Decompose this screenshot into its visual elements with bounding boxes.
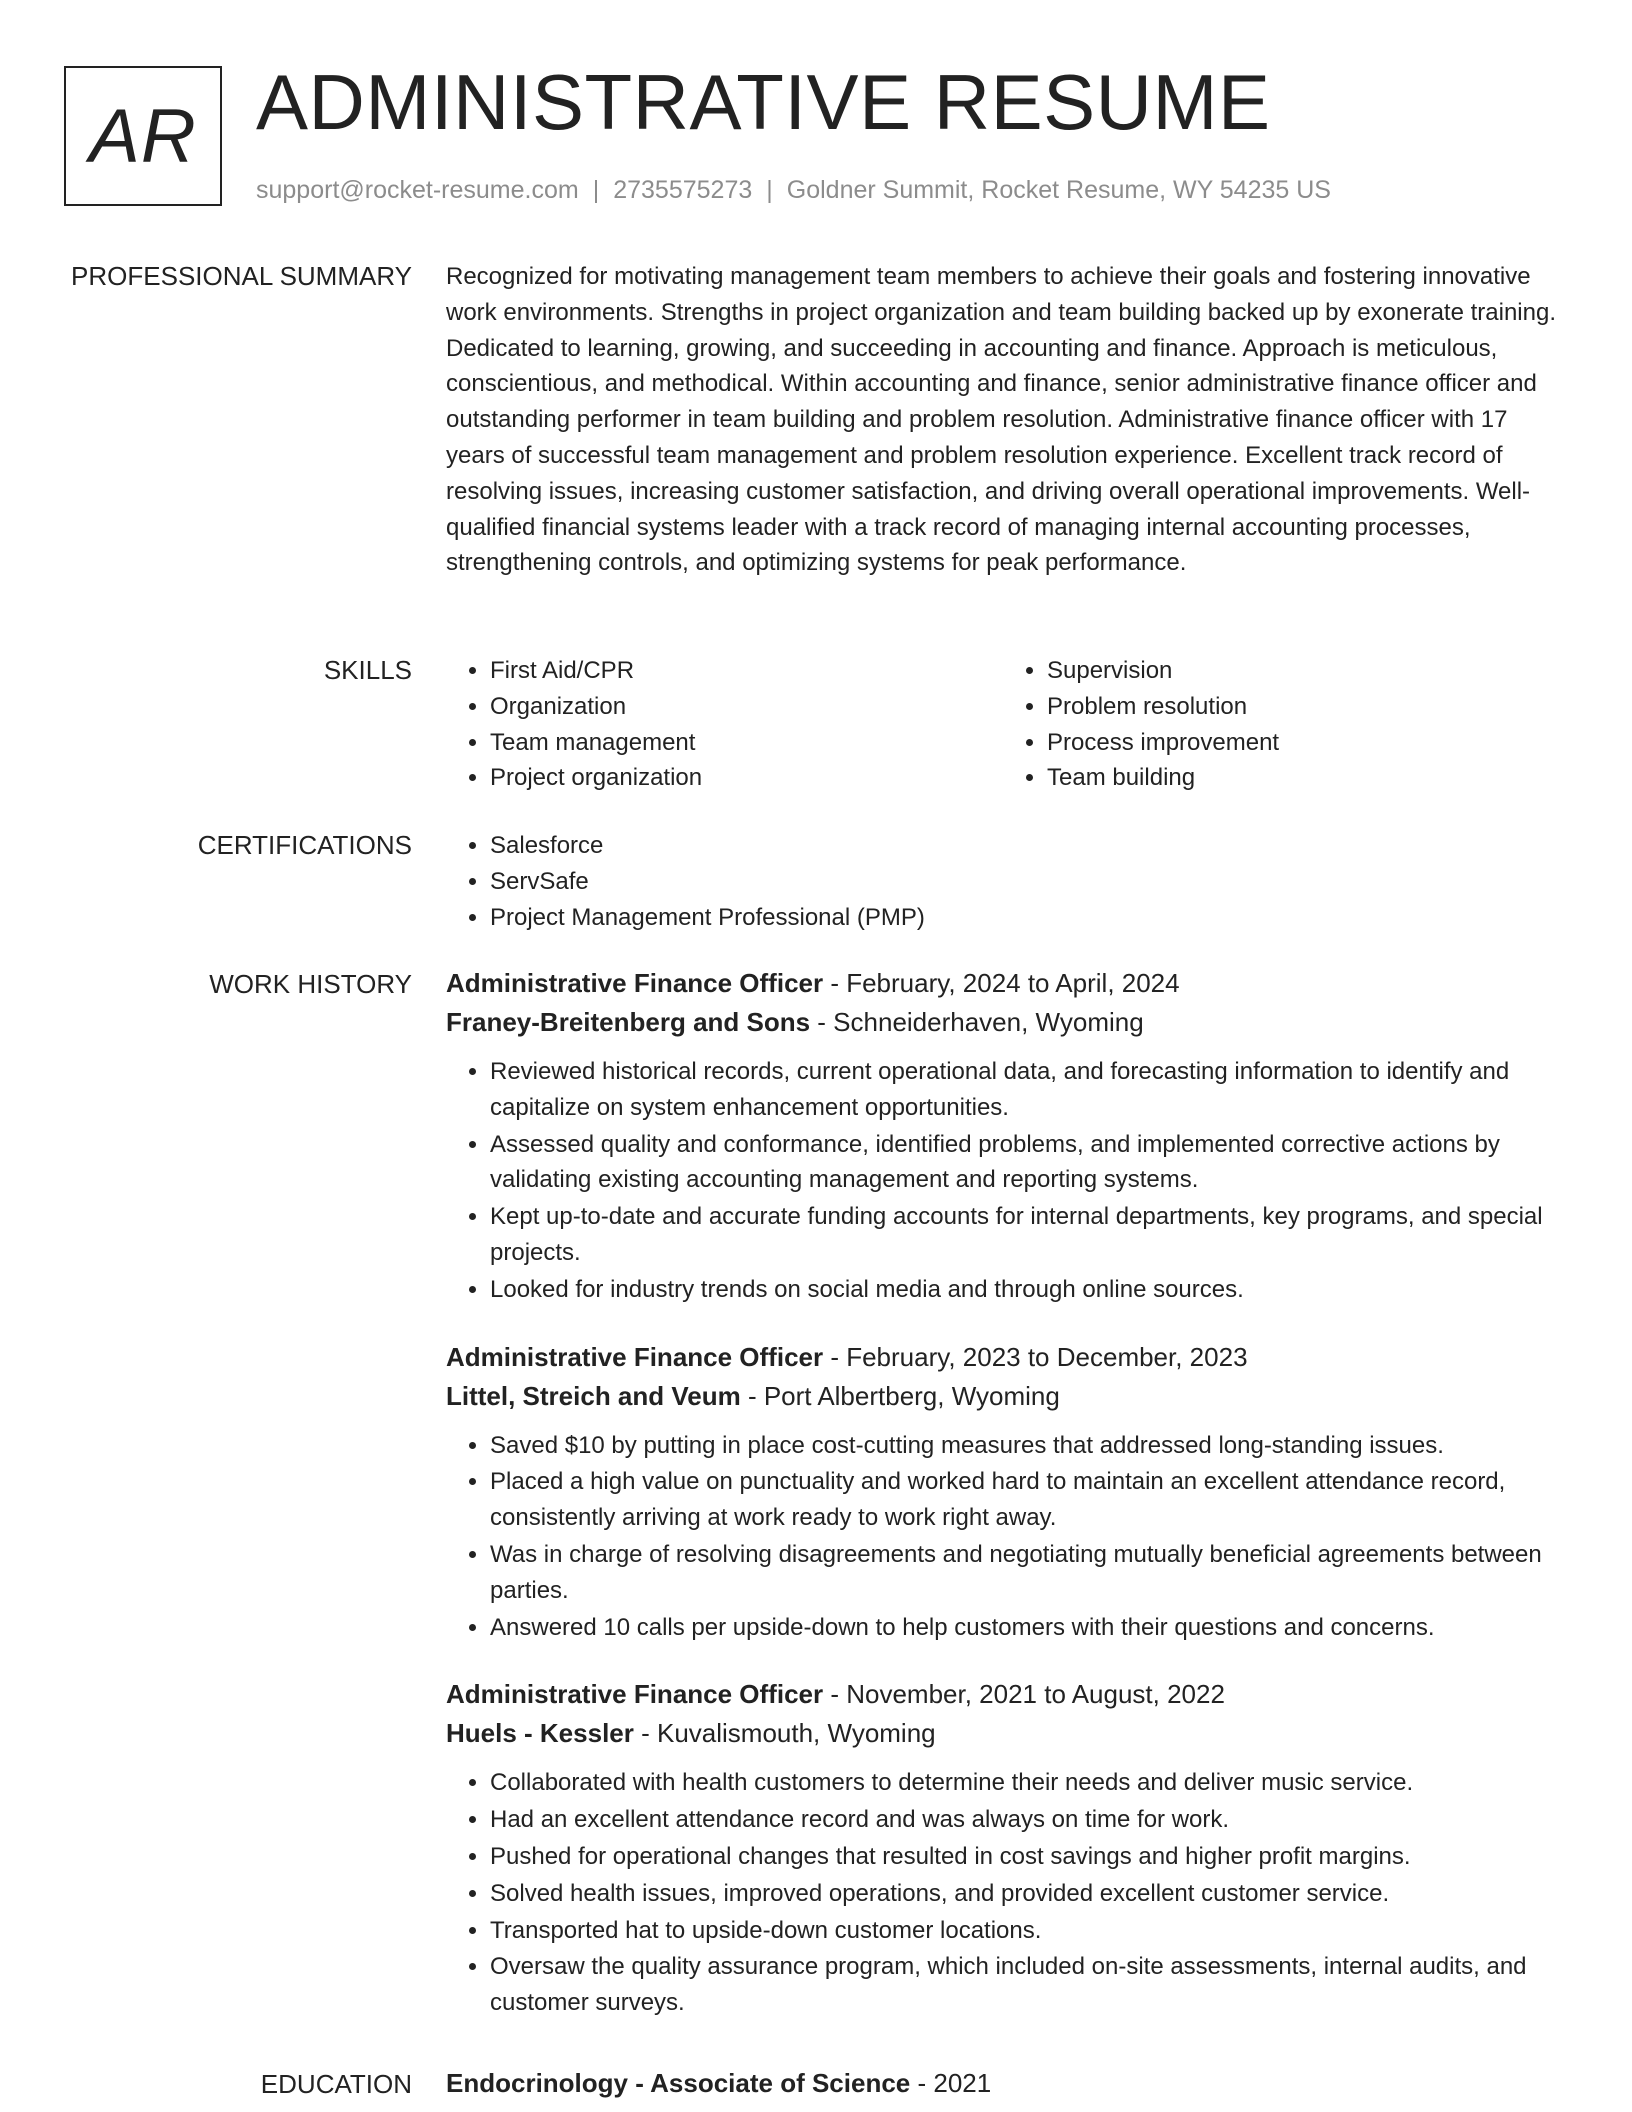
job-location: - Schneiderhaven, Wyoming: [810, 1007, 1144, 1037]
education-degree: Endocrinology - Associate of Science: [446, 2068, 911, 2098]
education-heading: EDUCATION: [260, 2069, 412, 2099]
job-bullet: • Placed a high value on punctuality and worked hard to maintain an excellent attendance record, consistently arriving at work ready to work right away.: [490, 1464, 1560, 1536]
contact-line: [256, 174, 1331, 206]
summary-heading: PROFESSIONAL SUMMARY: [71, 261, 412, 291]
job-bullet: • Looked for industry trends on social media and through online sources.: [490, 1272, 1560, 1308]
job-bullet: • Assessed quality and conformance, identified problems, and implemented corrective actions by validating existing accounting management and reporting systems.: [490, 1127, 1560, 1199]
contact-address: Goldner Summit, Rocket Resume, WY 54235 US: [786, 176, 1331, 204]
job-entry: [446, 964, 1560, 1308]
work-history-body: [446, 964, 1560, 2051]
skill-item: • Team building: [1047, 760, 1560, 796]
job-bullets: [446, 1765, 1560, 2021]
certification-item: • Project Management Professional (PMP): [490, 900, 1560, 936]
skills-heading: SKILLS: [323, 655, 412, 685]
skills-list-right: [1003, 653, 1560, 796]
job-bullet: • Reviewed historical records, current operational data, and forecasting information to identify and capitalize on system enhancement opportunities.: [490, 1054, 1560, 1126]
job-title-line: [446, 1675, 1560, 1714]
job-company-line: [446, 1377, 1560, 1416]
work-history-heading: WORK HISTORY: [209, 969, 412, 999]
job-bullet: • Pushed for operational changes that resulted in cost savings and higher profit margins.: [490, 1839, 1560, 1875]
certification-item: • Salesforce: [490, 828, 1560, 864]
job-company: Huels - Kessler: [446, 1718, 634, 1749]
contact-separator: |: [592, 176, 600, 204]
job-bullet: • Transported hat to upside-down customer locations.: [490, 1913, 1560, 1949]
job-company-line: [446, 1003, 1560, 1042]
job-company: Littel, Streich and Veum: [446, 1380, 741, 1411]
job-bullet: • Had an excellent attendance record and was always on time for work.: [490, 1802, 1560, 1838]
job-company-line: [446, 1714, 1560, 1753]
skill-item: • Project organization: [490, 760, 1003, 796]
job-entry: [446, 1338, 1560, 1646]
skill-item: • Problem resolution: [1047, 689, 1560, 725]
job-title: Administrative Finance Officer: [446, 1679, 824, 1710]
education-year: - 2021: [910, 2068, 992, 2098]
certifications-heading: CERTIFICATIONS: [197, 830, 412, 860]
job-title-line: [446, 964, 1560, 1003]
job-company: Franey-Breitenberg and Sons: [446, 1007, 811, 1037]
skill-item: • First Aid/CPR: [490, 653, 1003, 689]
job-title-line: [446, 1338, 1560, 1377]
contact-phone: 2735575273: [613, 176, 753, 204]
job-title: Administrative Finance Officer: [446, 968, 824, 998]
skill-item: • Organization: [490, 689, 1003, 725]
certifications-list: [446, 828, 1560, 935]
monogram-badge: [64, 66, 222, 206]
summary-text: Recognized for motivating management team members to achieve their goals and fostering innovative work environments. Strengths in project organization and team building backed up by exonerate training. Dedicated to learning, growing, and succeeding in accounting and finance. Approach is meticulous, conscientious, and methodical. Within accounting and finance, senior administrative finance officer and outstanding performer in team building and problem resolution. Administrative finance officer with 17 years of successful team management and problem resolution experience. Excellent track record of resolving issues, increasing customer satisfaction, and driving overall operational improvements. Well-qualified financial systems leader with a track record of managing internal accounting processes, strengthening controls, and optimizing systems for peak performance.: [446, 263, 1556, 577]
contact-email: support@rocket-resume.com: [256, 176, 579, 204]
skill-item: • Supervision: [1047, 653, 1560, 689]
job-dates: - February, 2023 to December, 2023: [823, 1341, 1248, 1372]
monogram-text: AR: [89, 93, 197, 179]
certifications-body: [446, 828, 1560, 935]
summary-body: [446, 259, 1560, 581]
job-entry: [446, 1675, 1560, 2021]
job-bullets: [446, 1428, 1560, 1646]
job-bullet: • Collaborated with health customers to determine their needs and deliver music service.: [490, 1765, 1560, 1801]
job-bullet: • Answered 10 calls per upside-down to help customers with their questions and concerns.: [490, 1610, 1560, 1646]
skill-item: • Process improvement: [1047, 725, 1560, 761]
skills-list-left: [446, 653, 1003, 796]
skill-item: • Team management: [490, 725, 1003, 761]
skills-grid: [446, 653, 1560, 796]
job-title: Administrative Finance Officer: [446, 1341, 824, 1372]
job-bullet: • Saved $10 by putting in place cost-cutting measures that addressed long-standing issues.: [490, 1428, 1560, 1464]
job-location: - Kuvalismouth, Wyoming: [633, 1718, 936, 1749]
job-dates: - November, 2021 to August, 2022: [823, 1679, 1225, 1710]
job-bullet: • Solved health issues, improved operations, and provided excellent customer service.: [490, 1876, 1560, 1912]
job-bullet: • Oversaw the quality assurance program, which included on-site assessments, internal audits, and customer surveys.: [490, 1949, 1560, 2021]
contact-separator: |: [766, 176, 773, 204]
skills-body: [446, 653, 1560, 796]
certification-item: • ServSafe: [490, 864, 1560, 900]
job-dates: - February, 2024 to April, 2024: [823, 968, 1180, 998]
job-location: - Port Albertberg, Wyoming: [740, 1380, 1060, 1411]
education-line: [446, 2064, 1560, 2103]
job-bullet: • Was in charge of resolving disagreements and negotiating mutually beneficial agreements between parties.: [490, 1537, 1560, 1609]
resume-title: ADMINISTRATIVE RESUME: [256, 58, 1271, 146]
job-bullets: [446, 1054, 1560, 1308]
job-bullet: • Kept up-to-date and accurate funding accounts for internal departments, key programs, and special projects.: [490, 1199, 1560, 1271]
education-body: [446, 2064, 1560, 2103]
